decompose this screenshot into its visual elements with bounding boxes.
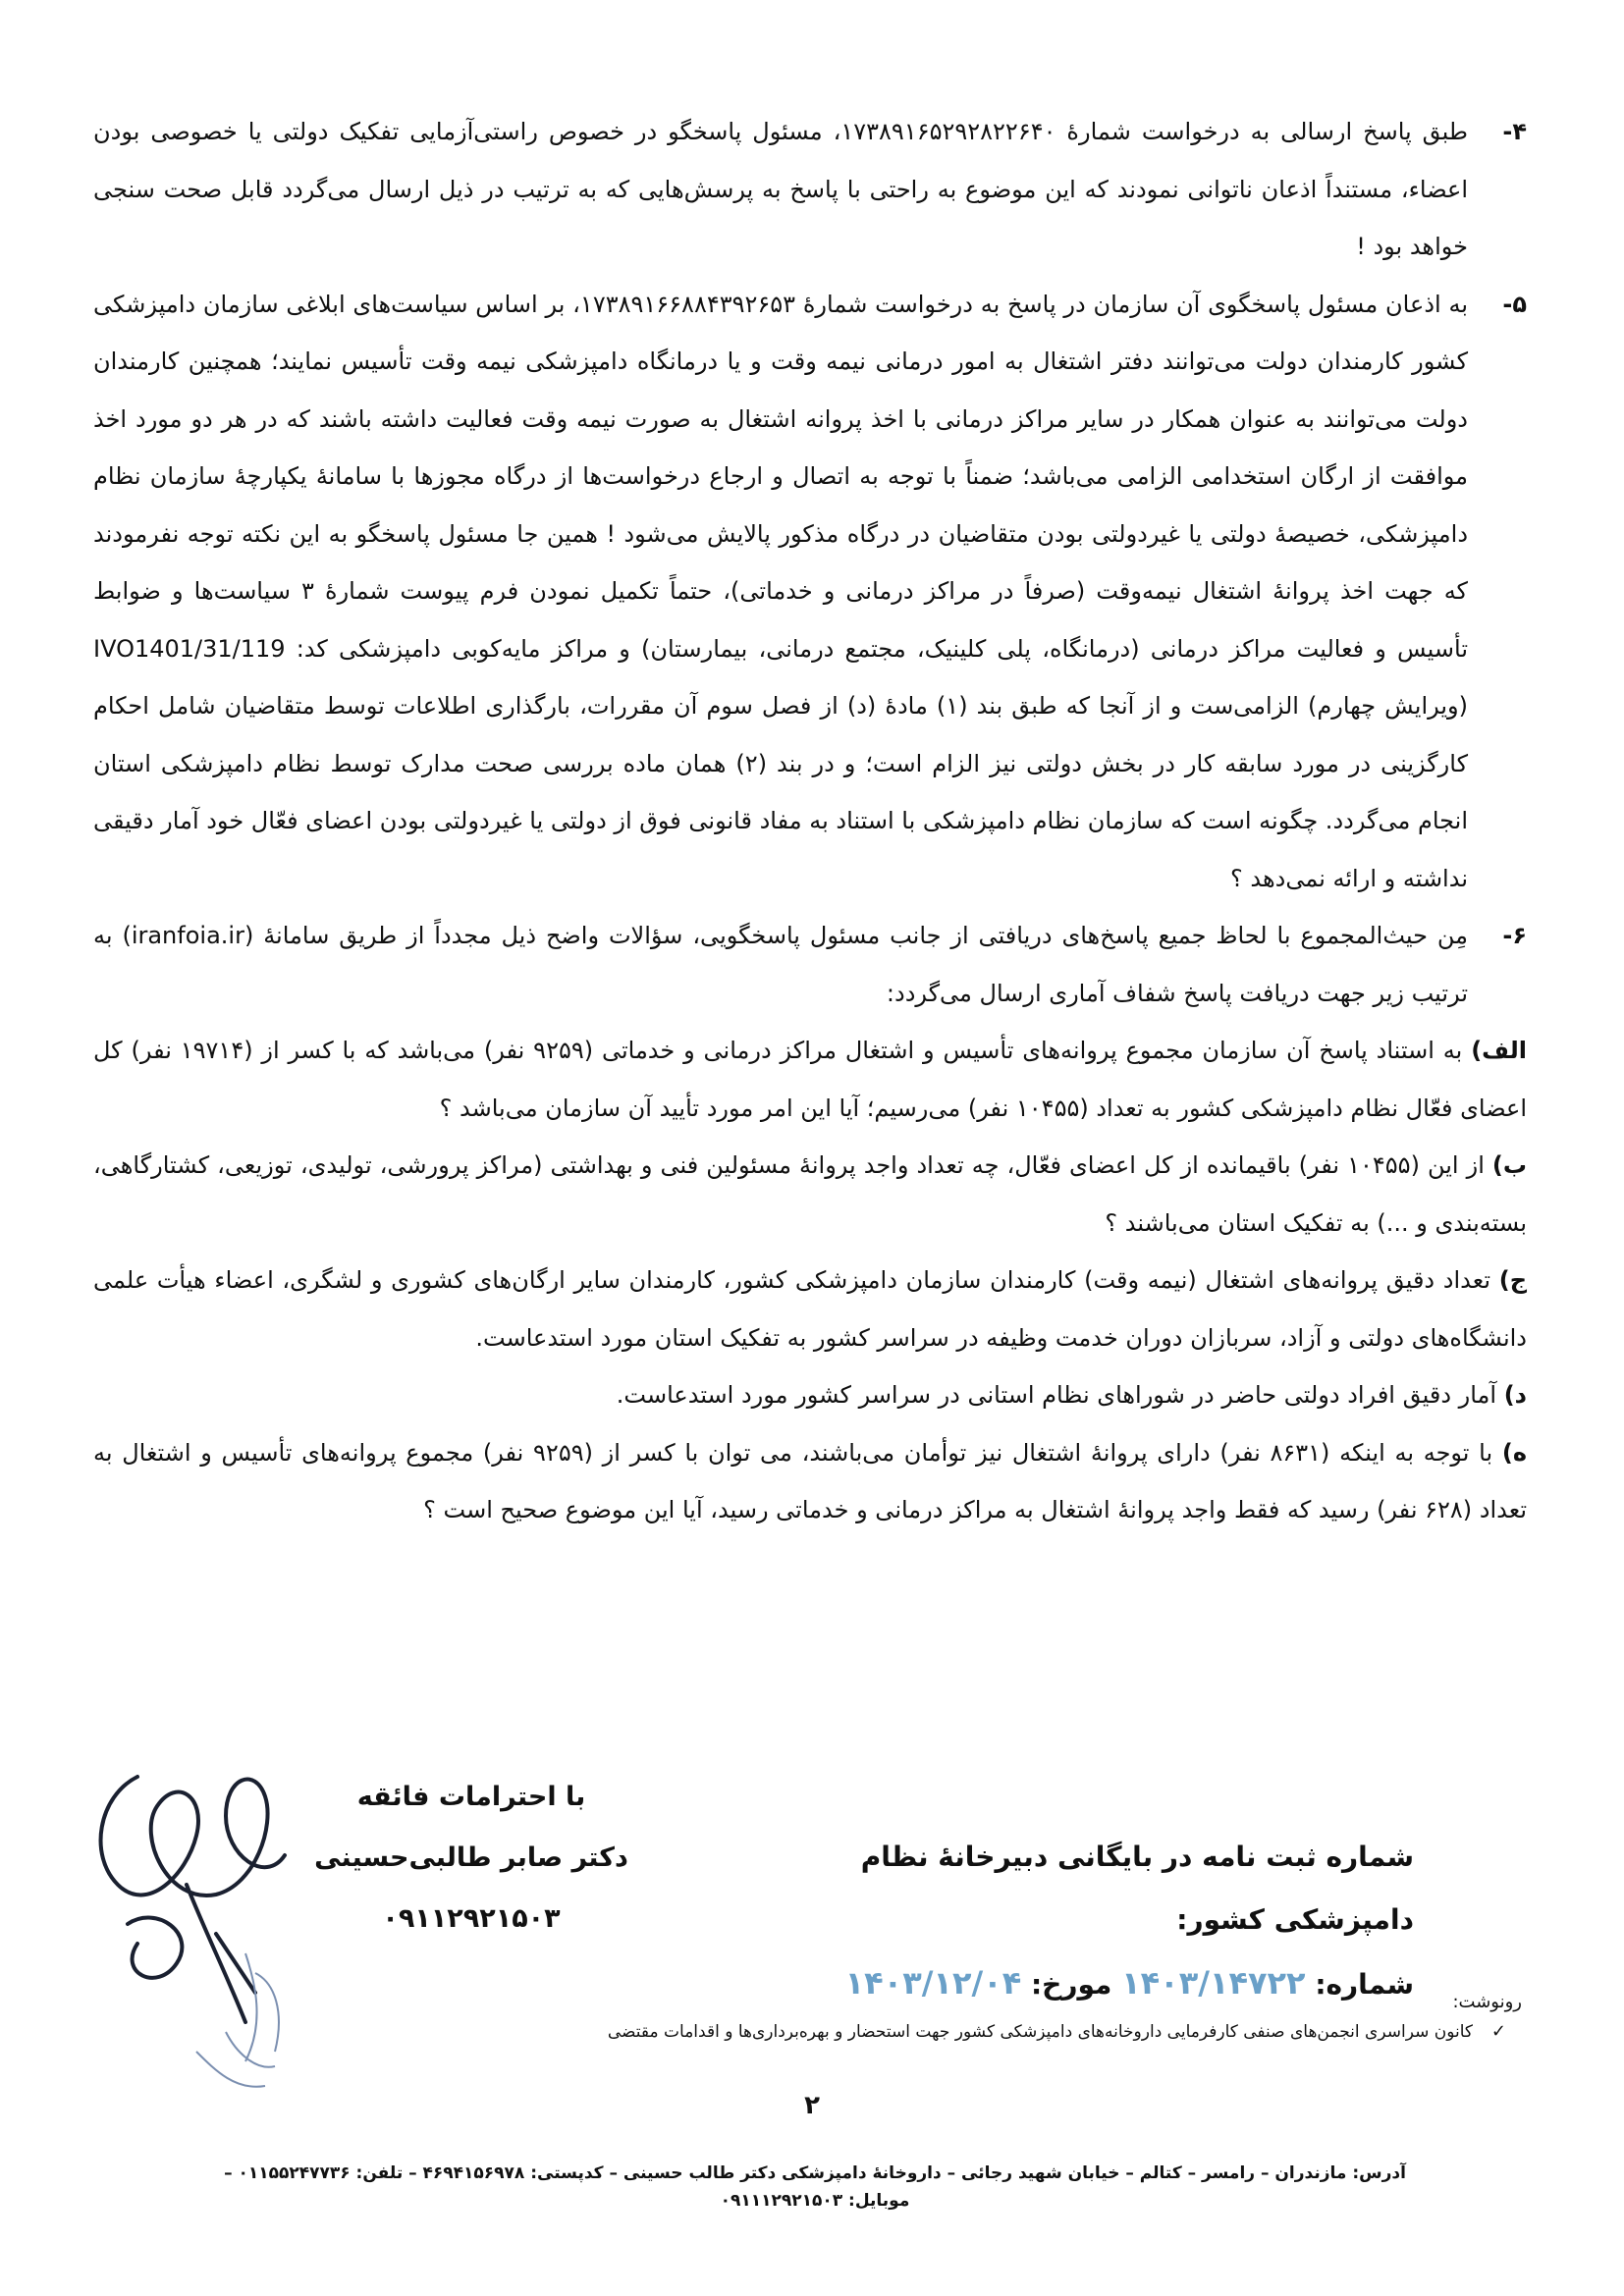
- item-6: [93, 907, 1527, 1022]
- signer-name: دکتر صابر طالبی‌حسینی: [314, 1842, 628, 1873]
- sub-question-alef: [93, 1022, 1527, 1137]
- item-text: طبق پاسخ ارسالی به درخواست شمارهٔ ۱۷۳۸۹۱۶۵۲۹۲۸۲۲۶۴۰، مسئول پاسخگو در خصوص راستی‌آزمایی تفکیک دولتی یا خصوصی بودن اعضاء، مستنداً اذعان ناتوانی نمودند که این موضوع به راحتی با پاسخ به پرسش‌هایی که به ترتیب در ذیل ارسال می‌گردد قابل صحت سنجی خواهد بود !: [93, 118, 1468, 260]
- item-4: [93, 103, 1527, 276]
- sub-label: ه): [1501, 1438, 1527, 1467]
- cc-label: رونوشت:: [1452, 1992, 1522, 2012]
- sub-text: به استناد پاسخ آن سازمان مجموع پروانه‌های تأسیس و اشتغال مراکز درمانی و خدماتی (۹۲۵۹ نفر) می‌باشد که با کسر از (۱۹۷۱۴ نفر) کل اعضای فعّال نظام دامپزشکی کشور به تعداد (۱۰۴۵۵ نفر) می‌رسیم؛ آیا این امر مورد تأیید آن سازمان می‌باشد ؟: [93, 1037, 1527, 1122]
- sub-text: با توجه به اینکه (۸۶۳۱ نفر) دارای پروانهٔ اشتغال نیز توأمان می‌باشند، می توان با کسر از (۹۲۵۹ نفر) مجموع پروانه‌های تأسیس و اشتغال به تعداد (۶۲۸ نفر) رسید که فقط واجد پروانهٔ اشتغال به مراکز درمانی و خدماتی رسید، آیا این موضوع صحیح است ؟: [93, 1438, 1527, 1523]
- item-text: مِن حیث‌المجموع با لحاظ جمیع پاسخ‌های دریافتی از جانب مسئول پاسخگویی، سؤالات واضح ذیل مجدداً از طریق سامانهٔ (iranfoia.ir) به ترتیب زیر جهت دریافت پاسخ شفاف آماری ارسال می‌گردد:: [93, 922, 1469, 1007]
- sub-text: آمار دقیق افراد دولتی حاضر در شوراهای نظام استانی در سراسر کشور مورد استدعاست.: [616, 1381, 1497, 1409]
- sub-question-jim: [93, 1252, 1527, 1366]
- cc-recipient-text: کانون سراسری انجمن‌های صنفی کارفرمایی داروخانه‌های دامپزشکی کشور جهت استحضار و بهره‌برداری‌ها و اقدامات مقتضی: [607, 2022, 1473, 2042]
- registry-title: شماره ثبت نامه در بایگانی دبیرخانهٔ نظام دامپزشکی کشور:: [860, 1841, 1414, 1936]
- signer-phone: ۰۹۱۱۲۹۲۱۵۰۳: [382, 1903, 561, 1934]
- sub-label: د): [1503, 1381, 1527, 1409]
- sub-label: الف): [1471, 1037, 1527, 1064]
- closing-regards: با احترامات فائقه: [356, 1782, 586, 1812]
- registry-number-label: شماره:: [1315, 1968, 1414, 2001]
- item-number: -۵: [1502, 290, 1527, 318]
- check-icon: ✓: [1490, 2021, 1506, 2042]
- carbon-copy: [98, 1988, 1522, 2047]
- sub-question-be: [93, 1137, 1527, 1252]
- sub-questions: [93, 1022, 1527, 1539]
- item-number: -۶: [1502, 922, 1527, 949]
- registry-date-label: مورخ:: [1030, 1968, 1112, 2001]
- page-number: ۲: [804, 2091, 820, 2120]
- signature-block: [295, 1767, 648, 1949]
- sub-label: ج): [1498, 1266, 1527, 1294]
- sub-label: ب): [1491, 1151, 1527, 1179]
- sub-text: تعداد دقیق پروانه‌های اشتغال (نیمه وقت) کارمندان سازمان دامپزشکی کشور، کارمندان سایر ارگان‌های کشوری و لشگری، اعضاء هیأت علمی دانشگاه‌های دولتی و آزاد، سربازان دوران خدمت وظیفه در سراسر کشور به تفکیک استان مورد استدعاست.: [93, 1266, 1527, 1352]
- cc-recipient: [98, 2017, 1506, 2047]
- registry-number: ۱۴۰۳/۱۴۷۲۲: [1121, 1964, 1306, 2002]
- registry-date: ۱۴۰۳/۱۲/۰۴: [844, 1964, 1022, 2002]
- item-text: به اذعان مسئول پاسخگوی آن سازمان در پاسخ به درخواست شمارهٔ ۱۷۳۸۹۱۶۶۸۸۴۳۹۲۶۵۳، بر اساس سیاست‌های ابلاغی سازمان دامپزشکی کشور کارمندان دولت می‌توانند دفتر اشتغال به امور درمانی نیمه وقت و یا درمانگاه دامپزشکی نیمه وقت تأسیس نمایند؛ همچنین کارمندان دولت می‌توانند به عنوان همکار در سایر مراکز درمانی با اخذ پروانه اشتغال به صورت نیمه وقت فعالیت داشته باشند که در هر دو مورد اخذ موافقت از ارگان استخدامی الزامی می‌باشد؛ ضمناً با توجه به اتصال و ارجاع درخواست‌ها از درگاه مجوزها با سامانهٔ یکپارچهٔ سازمان نظام دامپزشکی، خصیصهٔ دولتی یا غیردولتی بودن متقاضیان در درگاه مذکور پالایش می‌شود ! همین جا مسئول پاسخگو به این نکته توجه نفرمودند که جهت اخذ پروانهٔ اشتغال نیمه‌وقت (صرفاً در مراکز درمانی و خدماتی)، حتماً تکمیل نمودن فرم پیوست شمارهٔ ۳ سیاست‌ها و ضوابط تأسیس و فعالیت مراکز درمانی (درمانگاه، پلی کلینیک، مجتمع درمانی، بیمارستان) و مراکز مایه‌کوبی دامپزشکی کد: IVO1401/31/119 (ویرایش چهارم) الزامی‌ست و از آنجا که طبق بند (۱) مادهٔ (د) از فصل سوم آن مقررات، بارگذاری اطلاعات توسط متقاضیان شامل احکام کارگزینی در مورد سابقه کار در بخش دولتی نیز الزام است؛ و در بند (۲) همان ماده بررسی صحت مدارک توسط نظام دامپزشکی استان انجام می‌گردد. چگونه است که سازمان نظام دامپزشکی با استناد به مفاد قانونی فوق از دولتی یا غیردولتی بودن اعضای فعّال خود آمار دقیقی نداشته و ارائه نمی‌دهد ؟: [93, 290, 1468, 892]
- handwritten-signature: [79, 1737, 314, 2110]
- footer-address: آدرس: مازندران – رامسر – کتالم – خیابان شهید رجائی – داروخانهٔ دامپزشکی دکتر طالب حسینی – کدپستی: ۴۶۹۴۱۵۶۹۷۸ – تلفن: ۰۱۱۵۵۲۴۷۷۳۶ – موبایل: ۰۹۱۱۱۲۹۲۱۵۰۳: [224, 2163, 1406, 2211]
- sub-question-he: [93, 1424, 1527, 1539]
- sub-question-dal: [93, 1366, 1527, 1424]
- item-number: -۴: [1502, 118, 1527, 145]
- item-5: [93, 276, 1527, 908]
- sub-text: از این (۱۰۴۵۵ نفر) باقیمانده از کل اعضای فعّال، چه تعداد واجد پروانهٔ مسئولین فنی و بهداشتی (مراکز پرورشی، تولیدی، توزیعی، کشتارگاهی، بسته‌بندی و ...) به تفکیک استان می‌باشند ؟: [93, 1151, 1527, 1237]
- numbered-items: [93, 103, 1527, 1539]
